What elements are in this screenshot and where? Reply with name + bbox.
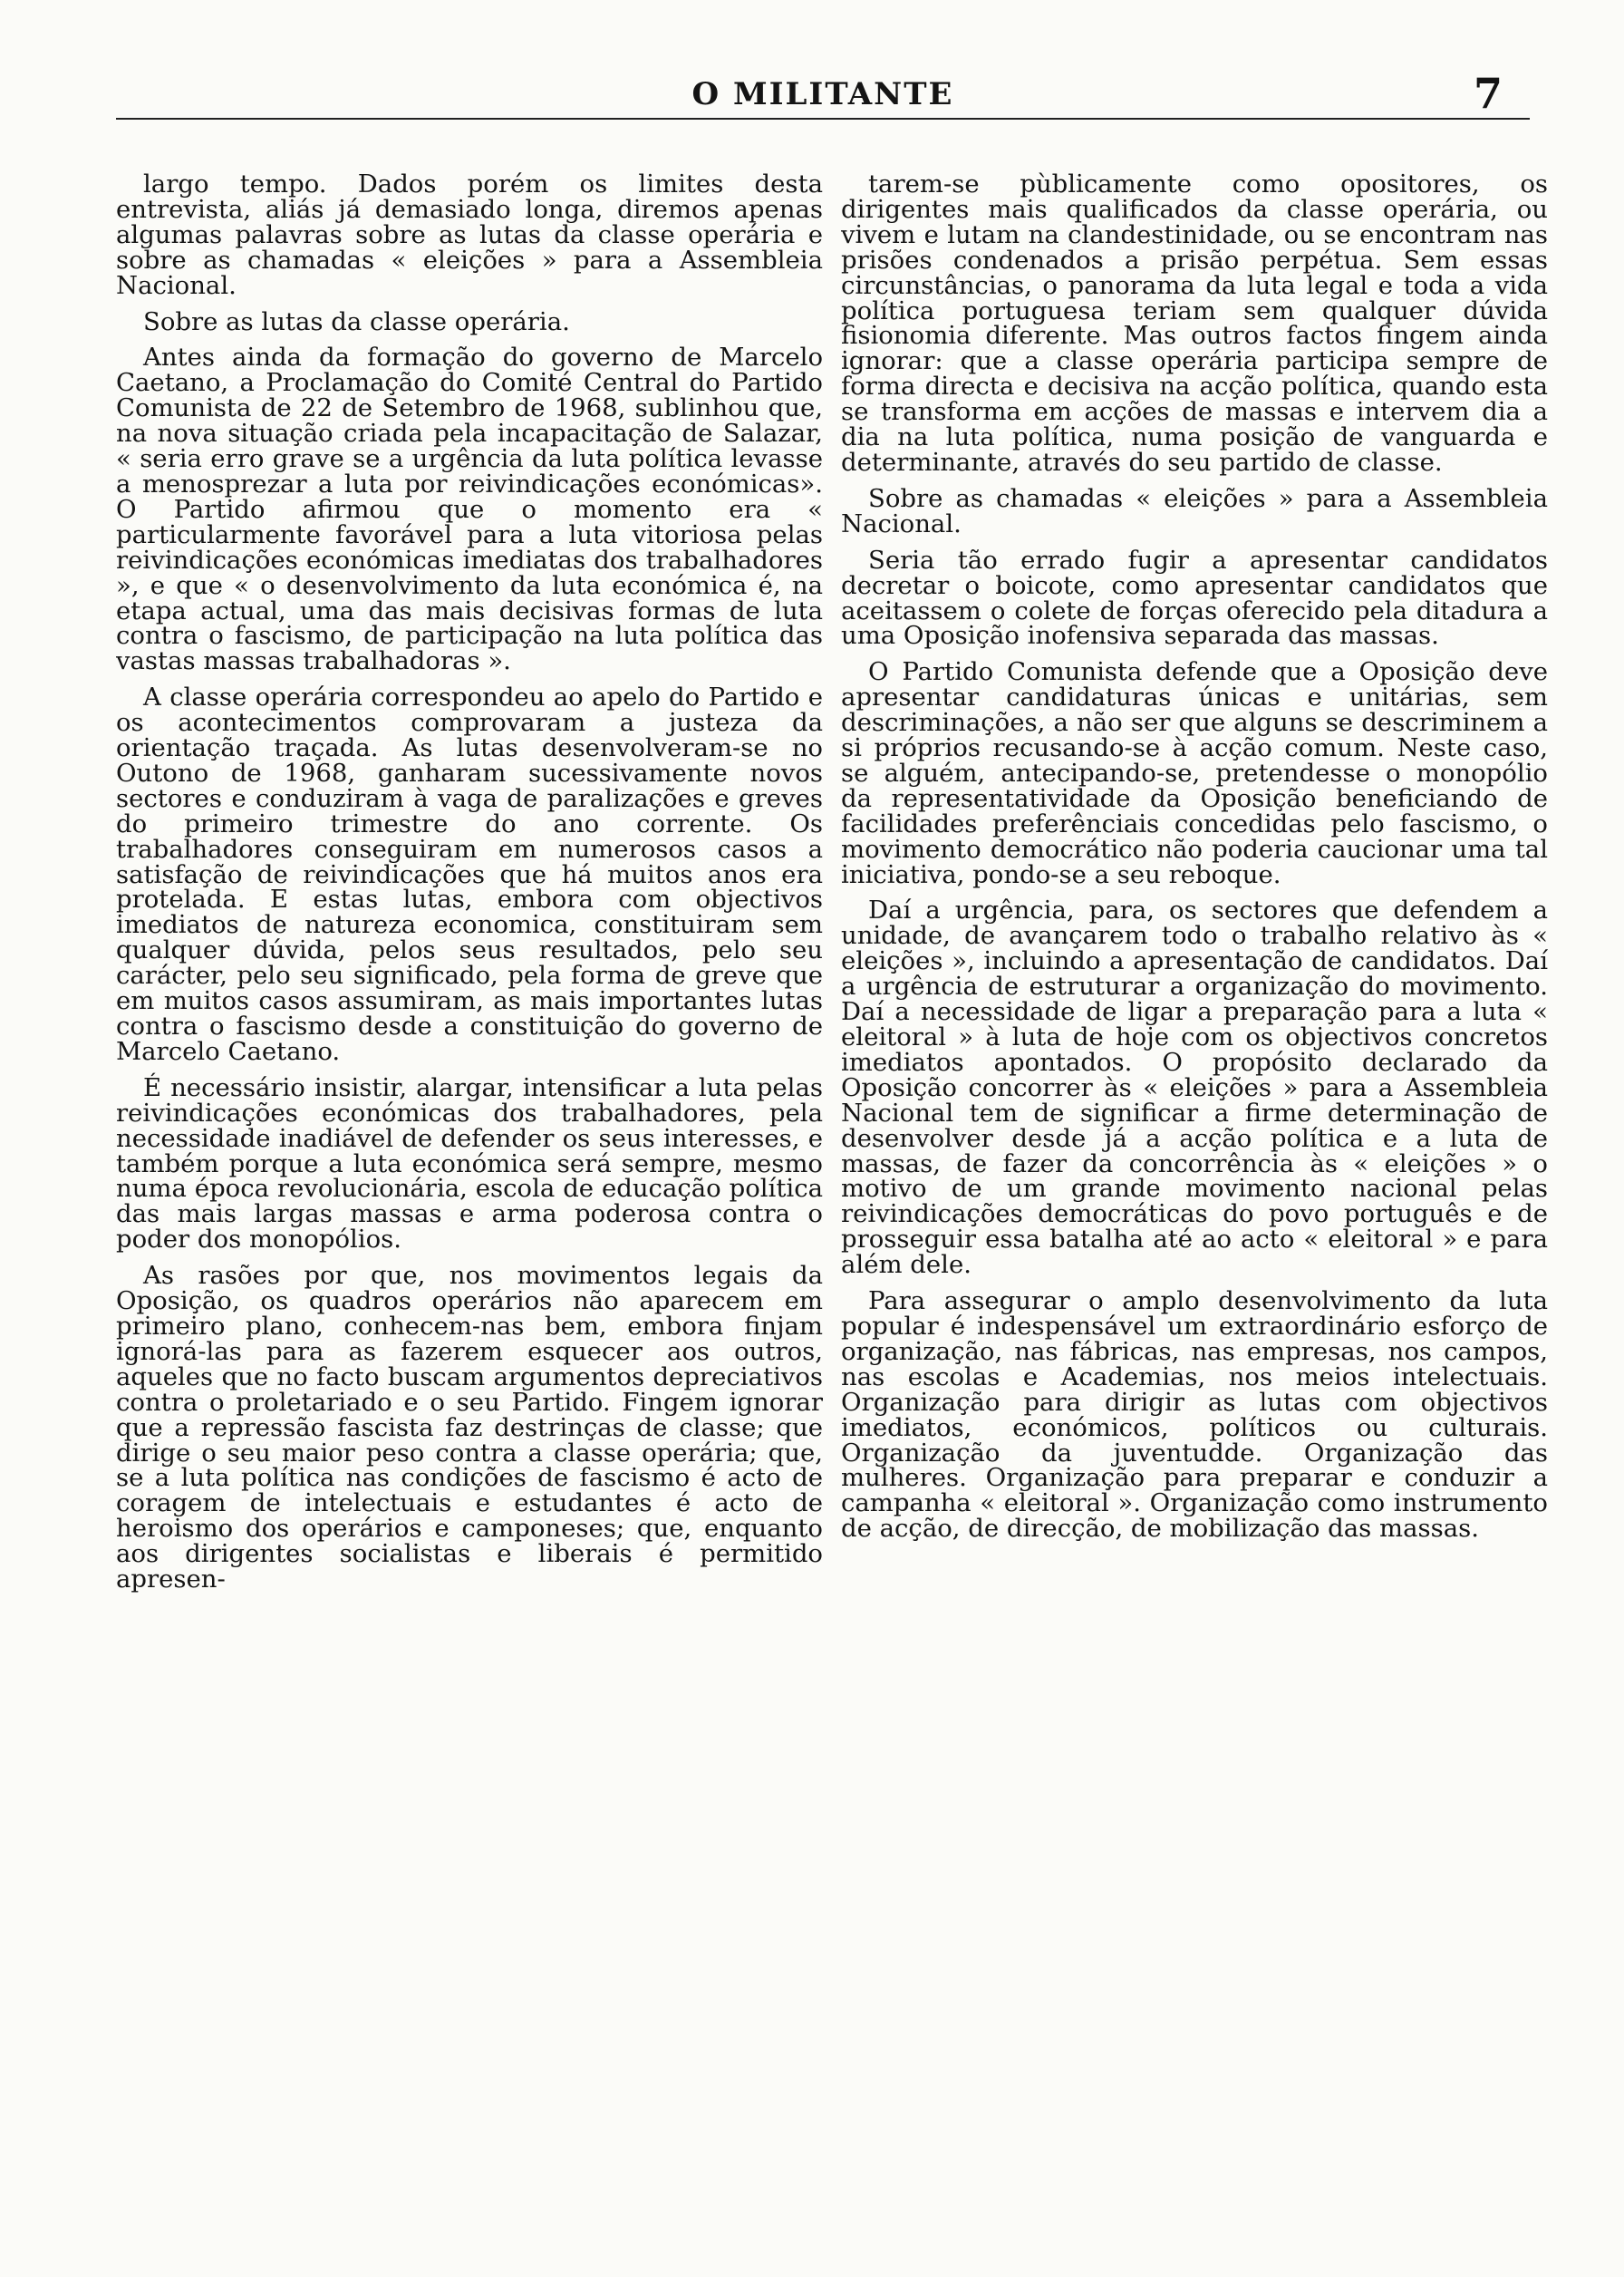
paragraph: Para assegurar o amplo desenvolvimento da luta popular é indespensável um extraordinário esforço de organização, nas fábricas, nas empresas, nos campos, nas escolas e Academias, nos meios intelectuais. Organização para dirigir as lutas com objectivos imediatos, económicos, políticos ou culturais. Organização da juventudde. Organização das mulheres. Organização para preparar e conduzir a campanha « eleitoral ». Organização como instrumento de acção, de direcção, de mobilização das massas. bbox=[841, 1286, 1548, 1544]
paragraph: tarem-se pùblicamente como opositores, os dirigentes mais qualificados da classe operária, ou vivem e lutam na clandestinidade, ou se encontram nas prisões condenados a prisão perpétua. Sem essas circunstâncias, o panorama da luta legal e toda a vida política portuguesa teriam sem qualquer dúvida fisionomia diferente. Mas outros factos fingem ainda ignorar: que a classe operária participa sempre de forma directa e decisiva na acção política, quando esta se transforma em acções de massas e intervem dia a dia na luta política, numa posição de vanguarda e determinante, através do seu partido de classe. bbox=[841, 172, 1548, 477]
page-number: 7 bbox=[1473, 69, 1503, 118]
left-column bbox=[116, 172, 823, 2257]
paragraph: As rasões por que, nos movimentos legais da Oposição, os quadros operários não aparecem em primeiro plano, conhecem-nas bem, embora finjam ignorá-las para as fazerem esquecer aos outros, aqueles que no facto buscam argumentos depreciativos contra o proletariado e o seu Partido. Fingem ignorar que a repressão fascista faz destrinças de classe; que dirige o seu maior peso contra a classe operária; que, se a luta política nas condições de fascismo é acto de coragem de intelectuais e estudantes é acto de heroismo dos operários e camponeses; que, enquanto aos dirigentes socialistas e liberais é permitido apresen- bbox=[116, 1261, 823, 1594]
right-column bbox=[841, 172, 1548, 2257]
paragraph: Sobre as lutas da classe operária. bbox=[143, 306, 570, 336]
paragraph: É necessário insistir, alargar, intensificar a luta pelas reivindicações económicas dos trabalhadores, pela necessidade inadiável de defender os seus interesses, e também porque a luta económica será sempre, mesmo numa época revolucionária, escola de educação política das mais largas massas e arma poderosa contra o poder dos monopólios. bbox=[116, 1072, 823, 1255]
masthead-title: O MILITANTE bbox=[691, 76, 954, 112]
paragraph: A classe operária correspondeu ao apelo do Partido e os acontecimentos comprovaram a justeza da orientação traçada. As lutas desenvolveram-se no Outono de 1968, ganharam sucessivamente novos sectores e conduziram à vaga de paralizações e greves do primeiro trimestre do ano corrente. Os trabalhadores conseguiram em numerosos casos a satisfação de reivindicações que há muitos anos era protelada. E estas lutas, embora com objectivos imediatos de natureza economica, constituiram sem qualquer dúvida, pelos seus resultados, pelo seu carácter, pelo seu significado, pela forma de greve que em muitos casos assumiram, as mais importantes lutas contra o fascismo desde a constituição do governo de Marcelo Caetano. bbox=[116, 683, 823, 1066]
paragraph: Seria tão errado fugir a apresentar candidatos decretar o boicote, como apresentar candidatos que aceitassem o colete de forças oferecido pela ditadura a uma Oposição inofensiva separada das massas. bbox=[841, 545, 1548, 651]
page-header bbox=[116, 63, 1530, 118]
paragraph: Antes ainda da formação do governo de Marcelo Caetano, a Proclamação do Comité Central do Partido Comunista de 22 de Setembro de 1968, sublinhou que, na nova situação criada pela incapacitação de Salazar, « seria erro grave se a urgência da luta política levasse a menosprezar a luta por reivindicações económicas». O Partido afirmou que o momento era « particularmente favorável para a luta vitoriosa pelas reivindicações económicas imediatas dos trabalhadores », e que « o desenvolvimento da luta económica é, na etapa actual, uma das mais decisivas formas de luta contra o fascismo, de participação na luta política das vastas massas trabalhadoras ». bbox=[116, 343, 823, 676]
paragraph: Daí a urgência, para, os sectores que defendem a unidade, de avançarem todo o trabalho relativo às « eleições », incluindo a apresentação de candidatos. Daí a urgência de estruturar a organização do movimento. Daí a necessidade de ligar a preparação para a luta « eleitoral » à luta de hoje com os objectivos concretos imediatos apontados. O propósito declarado da Oposição concorrer às « eleições » para a Assembleia Nacional tem de significar a firme determinação de desenvolver desde já a acção política e a luta de massas, de fazer da concorrência às « eleições » o motivo de um grande movimento nacional pelas reivindicações democráticas do povo português e de prosseguir essa batalha até ao acto « eleitoral » e para além dele. bbox=[841, 896, 1548, 1280]
header-rule bbox=[116, 118, 1530, 120]
paragraph: largo tempo. Dados porém os limites desta entrevista, aliás já demasiado longa, diremos apenas algumas palavras sobre as lutas da classe operária e sobre as chamadas « eleições » para a Assembleia Nacional. bbox=[116, 172, 823, 300]
paragraph: O Partido Comunista defende que a Oposição deve apresentar candidaturas únicas e unitárias, sem descriminações, a não ser que alguns se descriminem a si próprios recusando-se à acção comum. Neste caso, se alguém, antecipando-se, pretendesse o monopólio da representatividade da Oposição beneficiando de facilidades preferênciais concedidas pelo fascismo, o movimento democrático não poderia caucionar uma tal iniciativa, pondo-se a seu reboque. bbox=[841, 657, 1548, 889]
paragraph: Sobre as chamadas « eleições » para a Assembleia Nacional. bbox=[841, 483, 1548, 538]
